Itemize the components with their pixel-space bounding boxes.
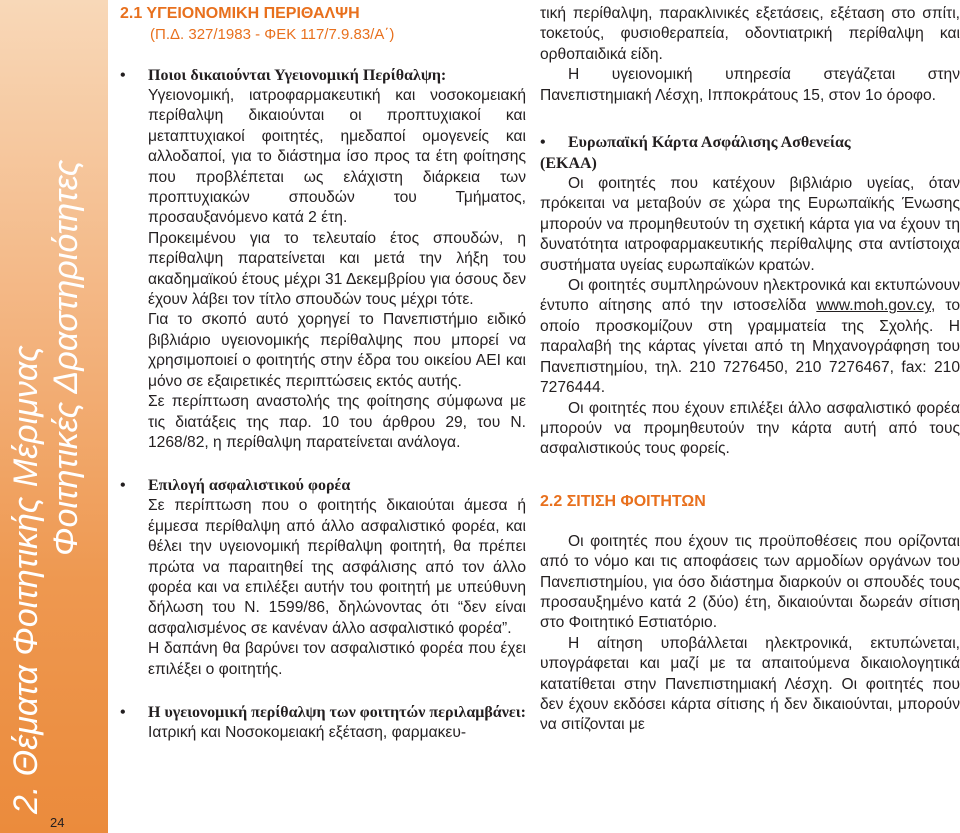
section-2-1-heading: 2.1 ΥΓΕΙΟΝΟΜΙΚΗ ΠΕΡΙΘΑΛΨΗ: [120, 5, 360, 22]
insurer-choice-p1: Σε περίπτωση που ο φοιτητής δικαιούται άμεσα ή έμμεσα περίθαλψη από άλλο ασφαλιστικό φορέα, και θέλει την υγειονομική περίθαλψη φοιτητή, θα πρέπει πρώτα να παραιτηθεί της ασφάλισης από τον άλλο φορέα και να επιλέξει αυτήν του φοιτητή με υπεύθυνη δήλωση του Ν. 1599/86, δηλώνοντας ότι “δεν είναι ασφαλισμένος σε κανέναν άλλο ασφαλιστικό φορέα”.: [148, 497, 526, 637]
ehic-p2-before: Οι φοιτητές συμπληρώνουν ηλεκτρονικά και εκτυπώνουν έντυπο αίτησης από την ιστοσελίδα: [540, 277, 960, 315]
chapter-title-line1: 2. Θέματα Φοιτητικής Μέριμνας: [7, 345, 45, 814]
bullet-icon: •: [120, 703, 126, 721]
ehic-heading: [540, 132, 960, 153]
bullet-icon: •: [120, 67, 126, 84]
ehic-heading-line2: (ΕΚΑΑ): [540, 155, 597, 173]
insurer-choice-heading-text: Επιλογή ασφαλιστικού φορέα: [148, 477, 351, 495]
ehic-p3: Οι φοιτητές που έχουν επιλέξει άλλο ασφαλιστικό φορέα μπορούν να προμηθευτούν την κάρτα αυτή από τους ασφαλιστικούς τους φορείς.: [540, 399, 960, 458]
coverage-p1-continued: τική περίθαλψη, παρακλινικές εξετάσεις, εξέταση στο σπίτι, τοκετούς, φυσιοθεραπεία, οδοντιατρική περίθαλψη και ορθοπαιδικά είδη.: [540, 5, 960, 63]
who-entitled-heading-text: Ποιοι δικαιούνται Υγειονομική Περίθαλψη:: [148, 67, 447, 84]
who-entitled-p3: Για το σκοπό αυτό χορηγεί το Πανεπιστήμιο ειδικό βιβλιάριο υγειονομικής περίθαλψης που μπορεί να χρησιμοποιεί ο φοιτητής στην έδρα του οικείου ΑΕΙ και μόνο σε εξαιρετικές περιπτώσεις εκτός αυτής.: [148, 311, 526, 390]
moh-website-link[interactable]: www.moh.gov.cy: [816, 297, 931, 315]
who-entitled-p4: Σε περίπτωση αναστολής της φοίτησης σύμφωνα με τις διατάξεις της παρ. 10 του άρθρου 29, του Ν. 1268/82, η περίθαλψη παρατείνεται ανάλογα.: [148, 393, 526, 451]
ehic-p1: Οι φοιτητές που κατέχουν βιβλιάριο υγείας, όταν πρόκειται να μεταβούν σε χώρα της Ευρωπαϊκής Ένωσης μπορούν να προμηθευτούν τη σχετική κάρτα για να έχουν τη δυνατότητα ιατροφαρμακευτικής περίθαλψης στα αντίστοιχα συστήματα υγείας ευρωπαϊκών κρατών.: [540, 175, 960, 274]
coverage-heading-text: Η υγειονομική περίθαλψη των φοιτητών περιλαμβάνει:: [148, 703, 526, 721]
section-2-2-p2: Η αίτηση υποβάλλεται ηλεκτρονικά, εκτυπώνεται, υπογράφεται και μαζί με τα απαιτούμενα δικαιολογητικά κατατίθεται στην Πανεπιστημιακή Λέσχη. Οι φοιτητές που δεν έχουν εκδόσει κάρτα σίτισης ή δεν δικαιούνται, μπορούν να σιτίζονται με: [540, 634, 960, 734]
ehic-p2: [540, 276, 960, 398]
ehic-p2-after: , το οποίο προσκομίζουν στη γραμματεία της Σχολής. Η παραλαβή της κάρτας γίνεται από τη Μηχανογράφηση του Πανεπιστημίου, τηλ. 210 7276450, 210 7276467, fax: 210 7276444.: [540, 297, 960, 397]
bullet-icon: •: [540, 134, 546, 152]
section-2-2-heading: 2.2 ΣΙΤΙΣΗ ΦΟΙΤΗΤΩΝ: [540, 492, 706, 510]
coverage-heading: [120, 702, 526, 723]
chapter-title: [6, 0, 86, 814]
left-text-column: [120, 0, 526, 743]
chapter-sidebar: [0, 0, 108, 833]
page-number: 24: [50, 815, 65, 830]
who-entitled-heading: [120, 65, 526, 86]
who-entitled-p2: Προκειμένου για το τελευταίο έτος σπουδών, η περίθαλψη παρατείνεται και μετά την λήξη του ακαδημαϊκού έτους μέχρι 31 Δεκεμβρίου για όσους δεν έχουν λάβει τον τίτλο σπουδών τους μέχρι τότε.: [148, 229, 526, 309]
section-2-1-subheading: (Π.Δ. 327/1983 - ΦΕΚ 117/7.9.83/Α΄): [150, 26, 395, 43]
section-2-2-p1: Οι φοιτητές που έχουν τις προϋποθέσεις που ορίζονται από το νόμο και τις αποφάσεις των αρμοδίων οργάνων του Πανεπιστημίου, για όσο διάστημα διαρκούν οι σπουδές τους προσαυξημένο κατά 2 (δύο) έτη, δικαιούνται δωρεάν σίτιση στο Φοιτητικό Εστιατόριο.: [540, 532, 960, 632]
coverage-p2: Η υγειονομική υπηρεσία στεγάζεται στην Πανεπιστημιακή Λέσχη, Ιπποκράτους 15, στον 1ο όροφο.: [540, 66, 960, 104]
who-entitled-p1: Υγειονομική, ιατροφαρμακευτική και νοσοκομειακή περίθαλψη δικαιούνται οι προπτυχιακοί και μεταπτυχιακοί φοιτητές, ημεδαποί ομογενείς και αλλοδαποί, για το διάστημα ίσο προς τα έτη φοίτησης που προβλέπεται ως ελάχιστη διάρκεια των προπτυχιακών σπουδών του Τμήματος, προσαυξανόμενο κατά 2 έτη.: [148, 87, 526, 227]
bullet-icon: •: [120, 477, 126, 495]
insurer-choice-p2: Η δαπάνη θα βαρύνει τον ασφαλιστικό φορέα που έχει επιλέξει ο φοιτητής.: [148, 640, 526, 678]
coverage-p1-start: Ιατρική και Νοσοκομειακή εξέταση, φαρμακευ-: [148, 723, 467, 741]
right-text-column: [540, 0, 960, 736]
ehic-heading-line1: Ευρωπαϊκή Κάρτα Ασφάλισης Ασθενείας: [568, 134, 851, 152]
chapter-title-line2: Φοιτητικές Δραστηριότητες: [47, 159, 85, 556]
insurer-choice-heading: [120, 475, 526, 496]
